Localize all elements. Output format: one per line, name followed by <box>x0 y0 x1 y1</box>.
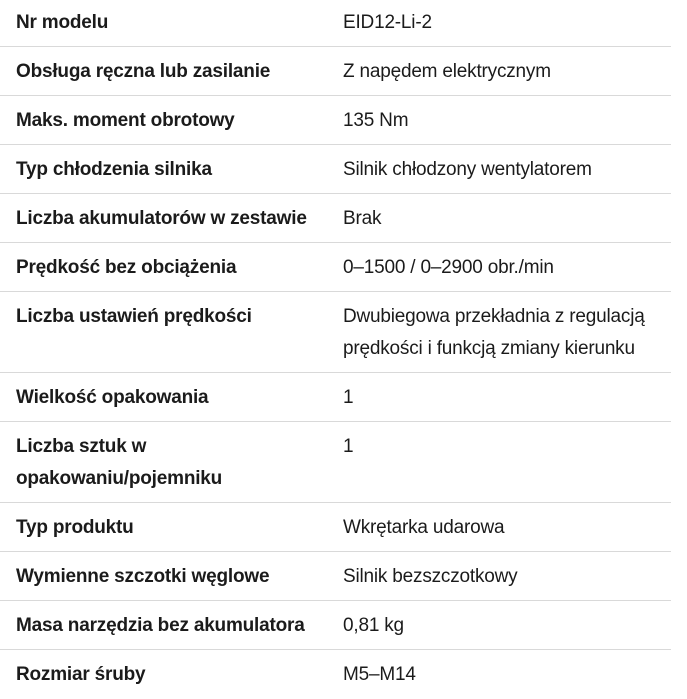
spec-row <box>0 0 671 47</box>
spec-value: EID12-Li-2 <box>327 0 671 47</box>
spec-row <box>0 650 671 699</box>
spec-row <box>0 47 671 96</box>
spec-value: Wkrętarka udarowa <box>327 503 671 552</box>
spec-label: Liczba ustawień prędkości <box>0 292 327 373</box>
spec-value: 1 <box>327 373 671 422</box>
spec-value: 1 <box>327 422 671 503</box>
spec-row <box>0 292 671 373</box>
spec-label: Rozmiar śruby <box>16 664 146 685</box>
spec-value: Silnik chłodzony wentylatorem <box>327 145 671 194</box>
spec-label: Obsługa ręczna lub zasilanie <box>0 47 327 96</box>
spec-value: Silnik bezszczotkowy <box>327 552 671 601</box>
spec-row <box>0 373 671 422</box>
spec-row <box>0 552 671 601</box>
spec-label: Typ produktu <box>0 503 327 552</box>
spec-value: 0,81 kg <box>327 601 671 650</box>
spec-label: Prędkość bez obciążenia <box>0 243 327 292</box>
spec-label: Wielkość opakowania <box>0 373 327 422</box>
spec-label: Liczba sztuk w opakowaniu/pojemniku <box>0 422 327 503</box>
spec-row <box>0 601 671 650</box>
spec-label: Typ chłodzenia silnika <box>0 145 327 194</box>
spec-row <box>0 503 671 552</box>
spec-value: Z napędem elektrycznym <box>327 47 671 96</box>
spec-value: 0–1500 / 0–2900 obr./min <box>327 243 671 292</box>
spec-label: Liczba akumulatorów w zestawie <box>0 194 327 243</box>
spec-label: Masa narzędzia bez akumulatora <box>0 601 327 650</box>
spec-row <box>0 422 671 503</box>
spec-value: 135 Nm <box>327 96 671 145</box>
spec-row <box>0 96 671 145</box>
spec-row <box>0 145 671 194</box>
spec-label: Nr modelu <box>0 0 327 47</box>
spec-value: M5–M14 <box>343 664 416 685</box>
spec-row <box>0 194 671 243</box>
spec-label: Wymienne szczotki węglowe <box>0 552 327 601</box>
spec-label: Maks. moment obrotowy <box>0 96 327 145</box>
spec-row <box>0 243 671 292</box>
spec-value: Dwubiegowa przekładnia z regulacją prędkości i funkcją zmiany kierunku <box>327 292 671 373</box>
spec-value: Brak <box>327 194 671 243</box>
